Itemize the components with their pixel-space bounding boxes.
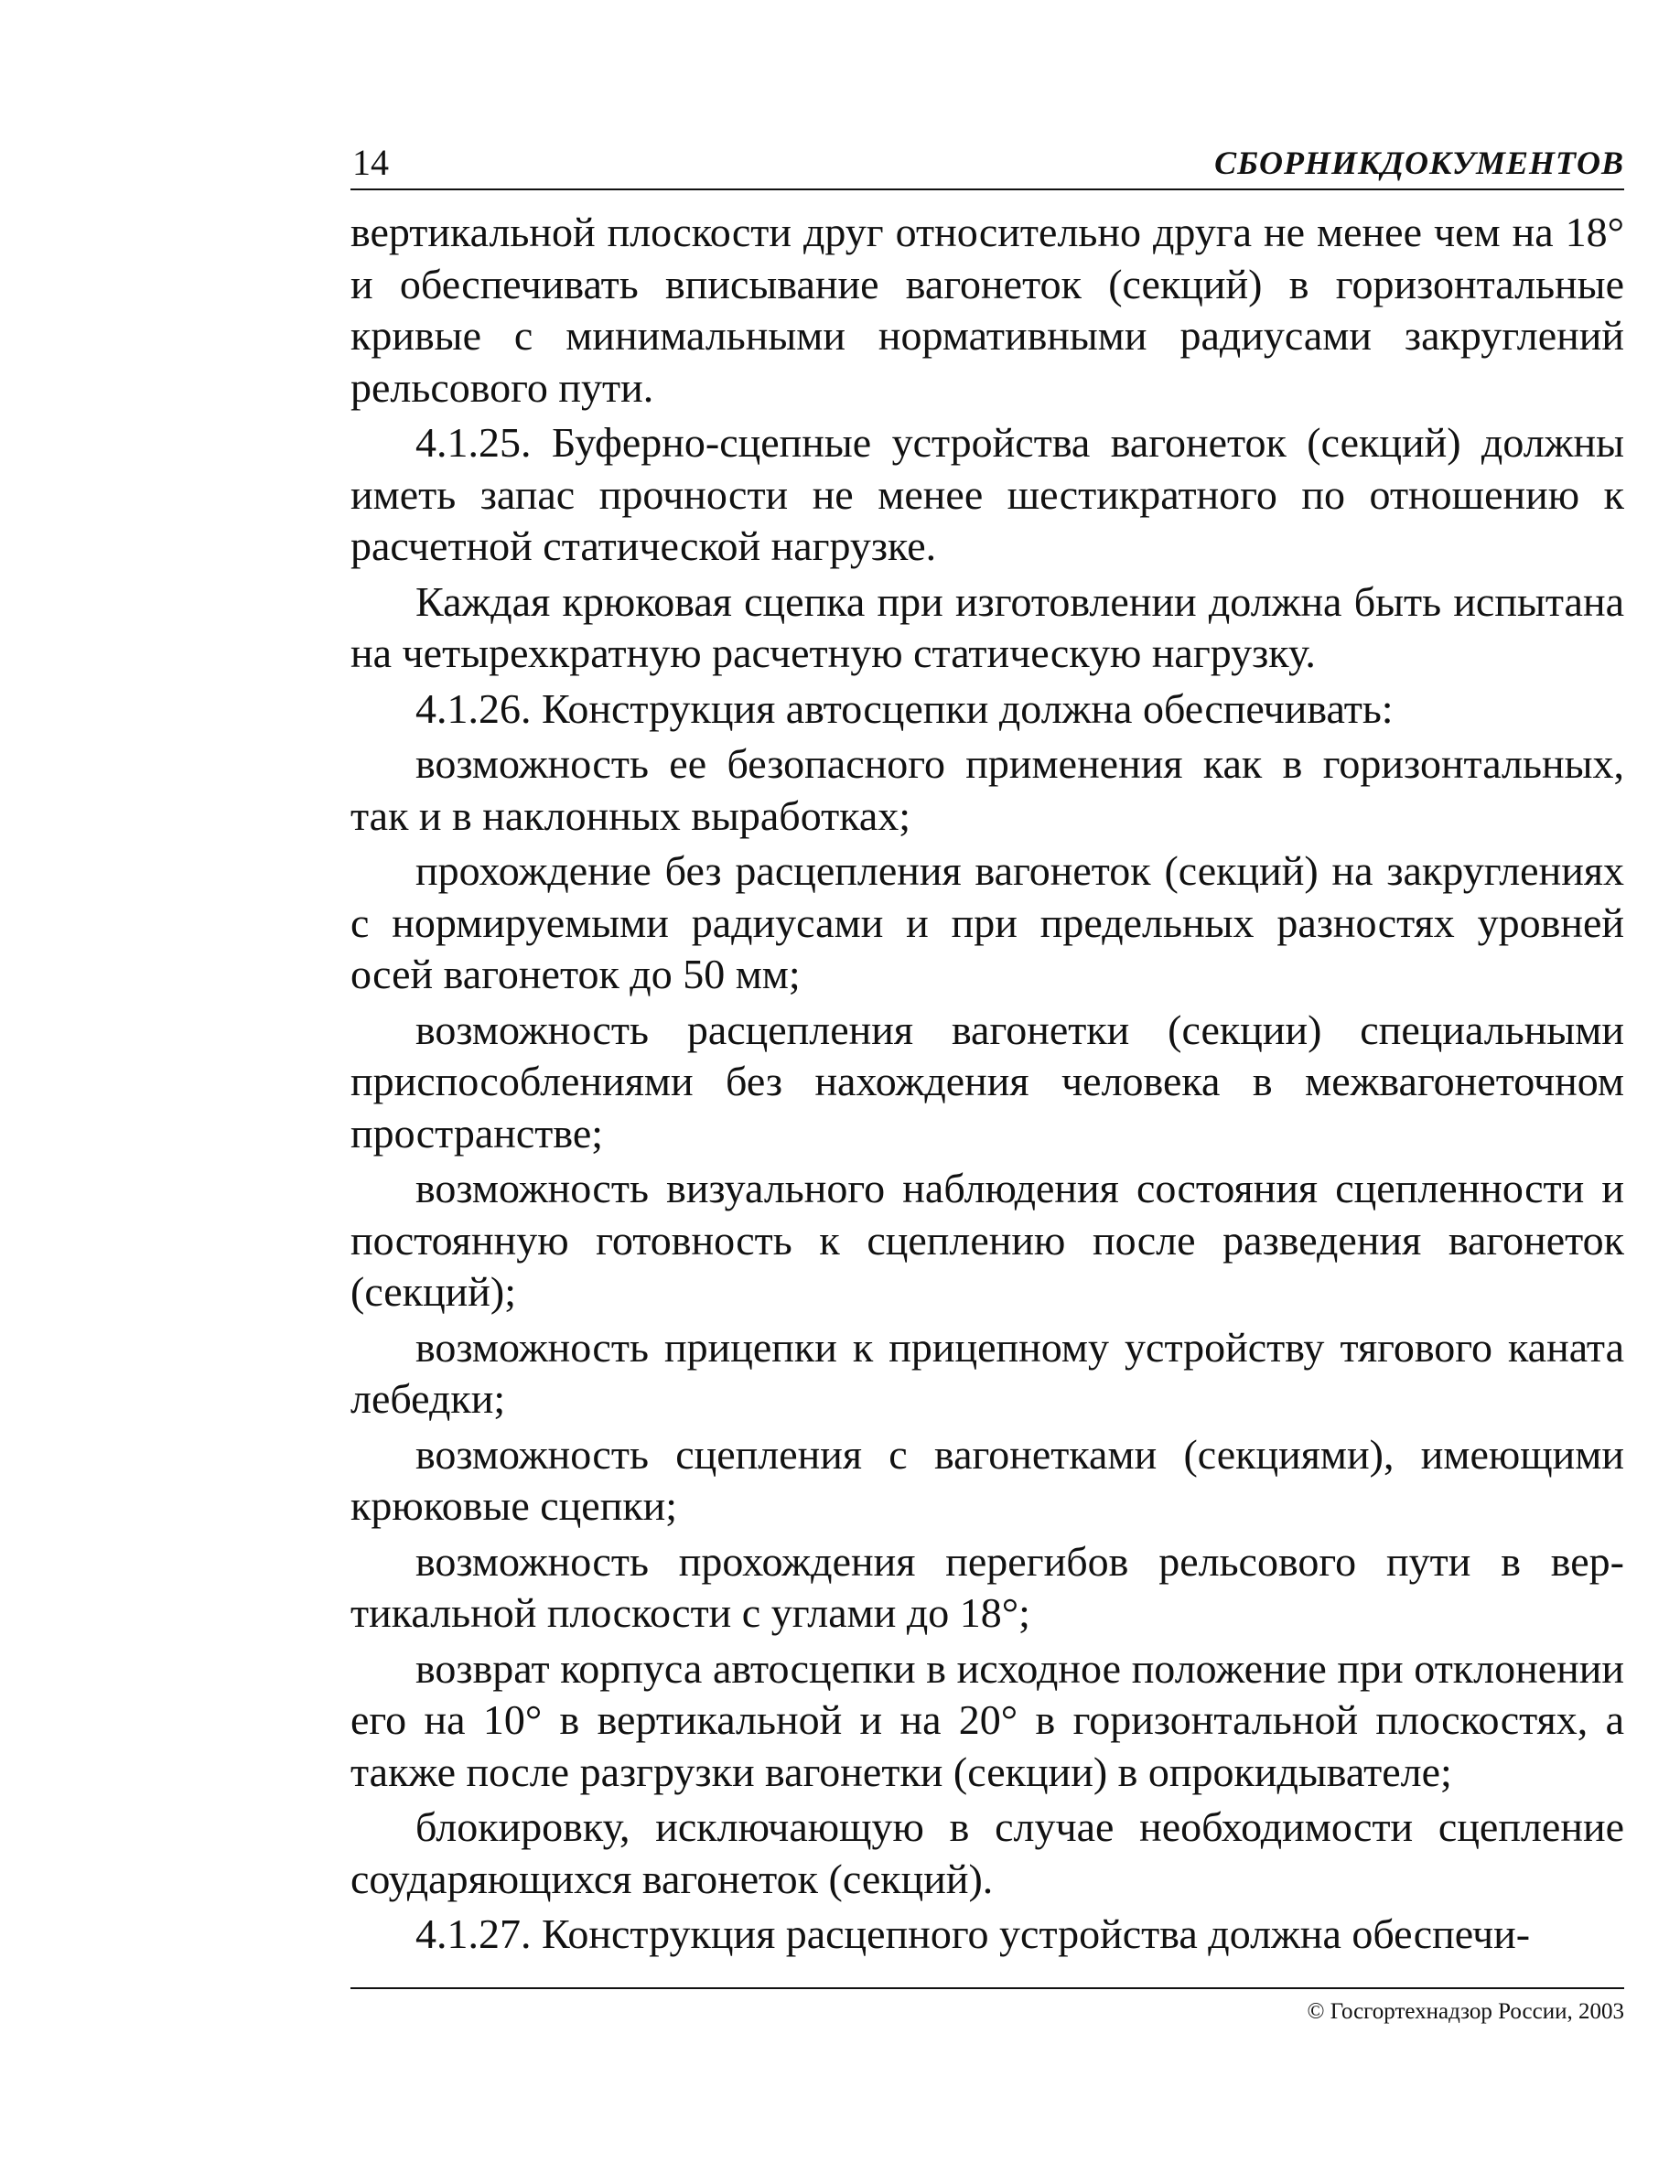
list-item-safe-use: возможность ее безопасного применения как в горизонтальных, так и в наклонных выработках; [350,740,1624,839]
body-text [350,207,1624,1964]
running-title: СБОРНИКДОКУМЕНТОВ [1214,145,1624,181]
list-item-uncoupling: возможность расцепления вагонетки (секции) специальными приспособлениями без нахождения человека в межвагонеточном пространстве; [350,1006,1624,1157]
copyright-notice: © Госгортехнадзор России, 2003 [1307,1999,1624,2024]
list-item-blocking: блокировку, исключающую в случае необходимости сцепление соударяющихся вагонеток (секций). [350,1803,1624,1902]
paragraph-hook-coupling-test: Каждая крюковая сцепка при изготовлении должна быть испытана на четырехкратную расчетную статическую нагрузку. [350,577,1624,676]
page-number: 14 [352,142,389,183]
list-item-hook-compat: возможность сцепления с вагонетками (секциями), имеющими крюковые сцепки; [350,1430,1624,1529]
list-item-vertical-bends: возможность прохождения перегибов рельсового пути в вертикальной плоскости с углами до 18°; [350,1537,1624,1636]
paragraph-clause-4-1-25: 4.1.25. Буферно-сцепные устройства вагонеток (секций) должны иметь запас прочности не менее шестикратного по отношению к расчетной статической нагрузке. [350,419,1624,569]
list-item-curve-passage: прохождение без расцепления вагонеток (секций) на закруглениях с нормируемыми радиусами и при предельных разностях уровней осей вагонеток до 50 мм; [350,847,1624,997]
paragraph-clause-4-1-26: 4.1.26. Конструкция автосцепки должна обеспечивать: [415,684,1394,732]
page-header [350,137,1624,190]
footer-divider [350,1987,1624,1989]
list-item-visual-observation: возможность визуального наблюдения состояния сцепленности и постоянную готовность к сцеплению после разведения вагонеток (секций); [350,1165,1624,1315]
paragraph-continued: вертикальной плоскости друг относительно друга не менее чем на 18° и обеспечивать вписывание вагонеток (секций) в горизонтальные кривые с минимальными нормативными радиусами закруглений рельсового пути. [350,209,1624,411]
paragraph-clause-4-1-27: 4.1.27. Конструкция расцепного устройства должна обеспечи- [415,1910,1531,1957]
list-item-winch-hitching: возможность прицепки к прицепному устройству тягового каната лебедки; [350,1323,1624,1422]
list-item-return-position: возврат корпуса автосцепки в исходное положение при отклонении его на 10° в вертикальной и на 20° в горизонтальной плоскостях, а также после разгрузки вагонетки (секции) в опрокидывателе; [350,1644,1624,1795]
